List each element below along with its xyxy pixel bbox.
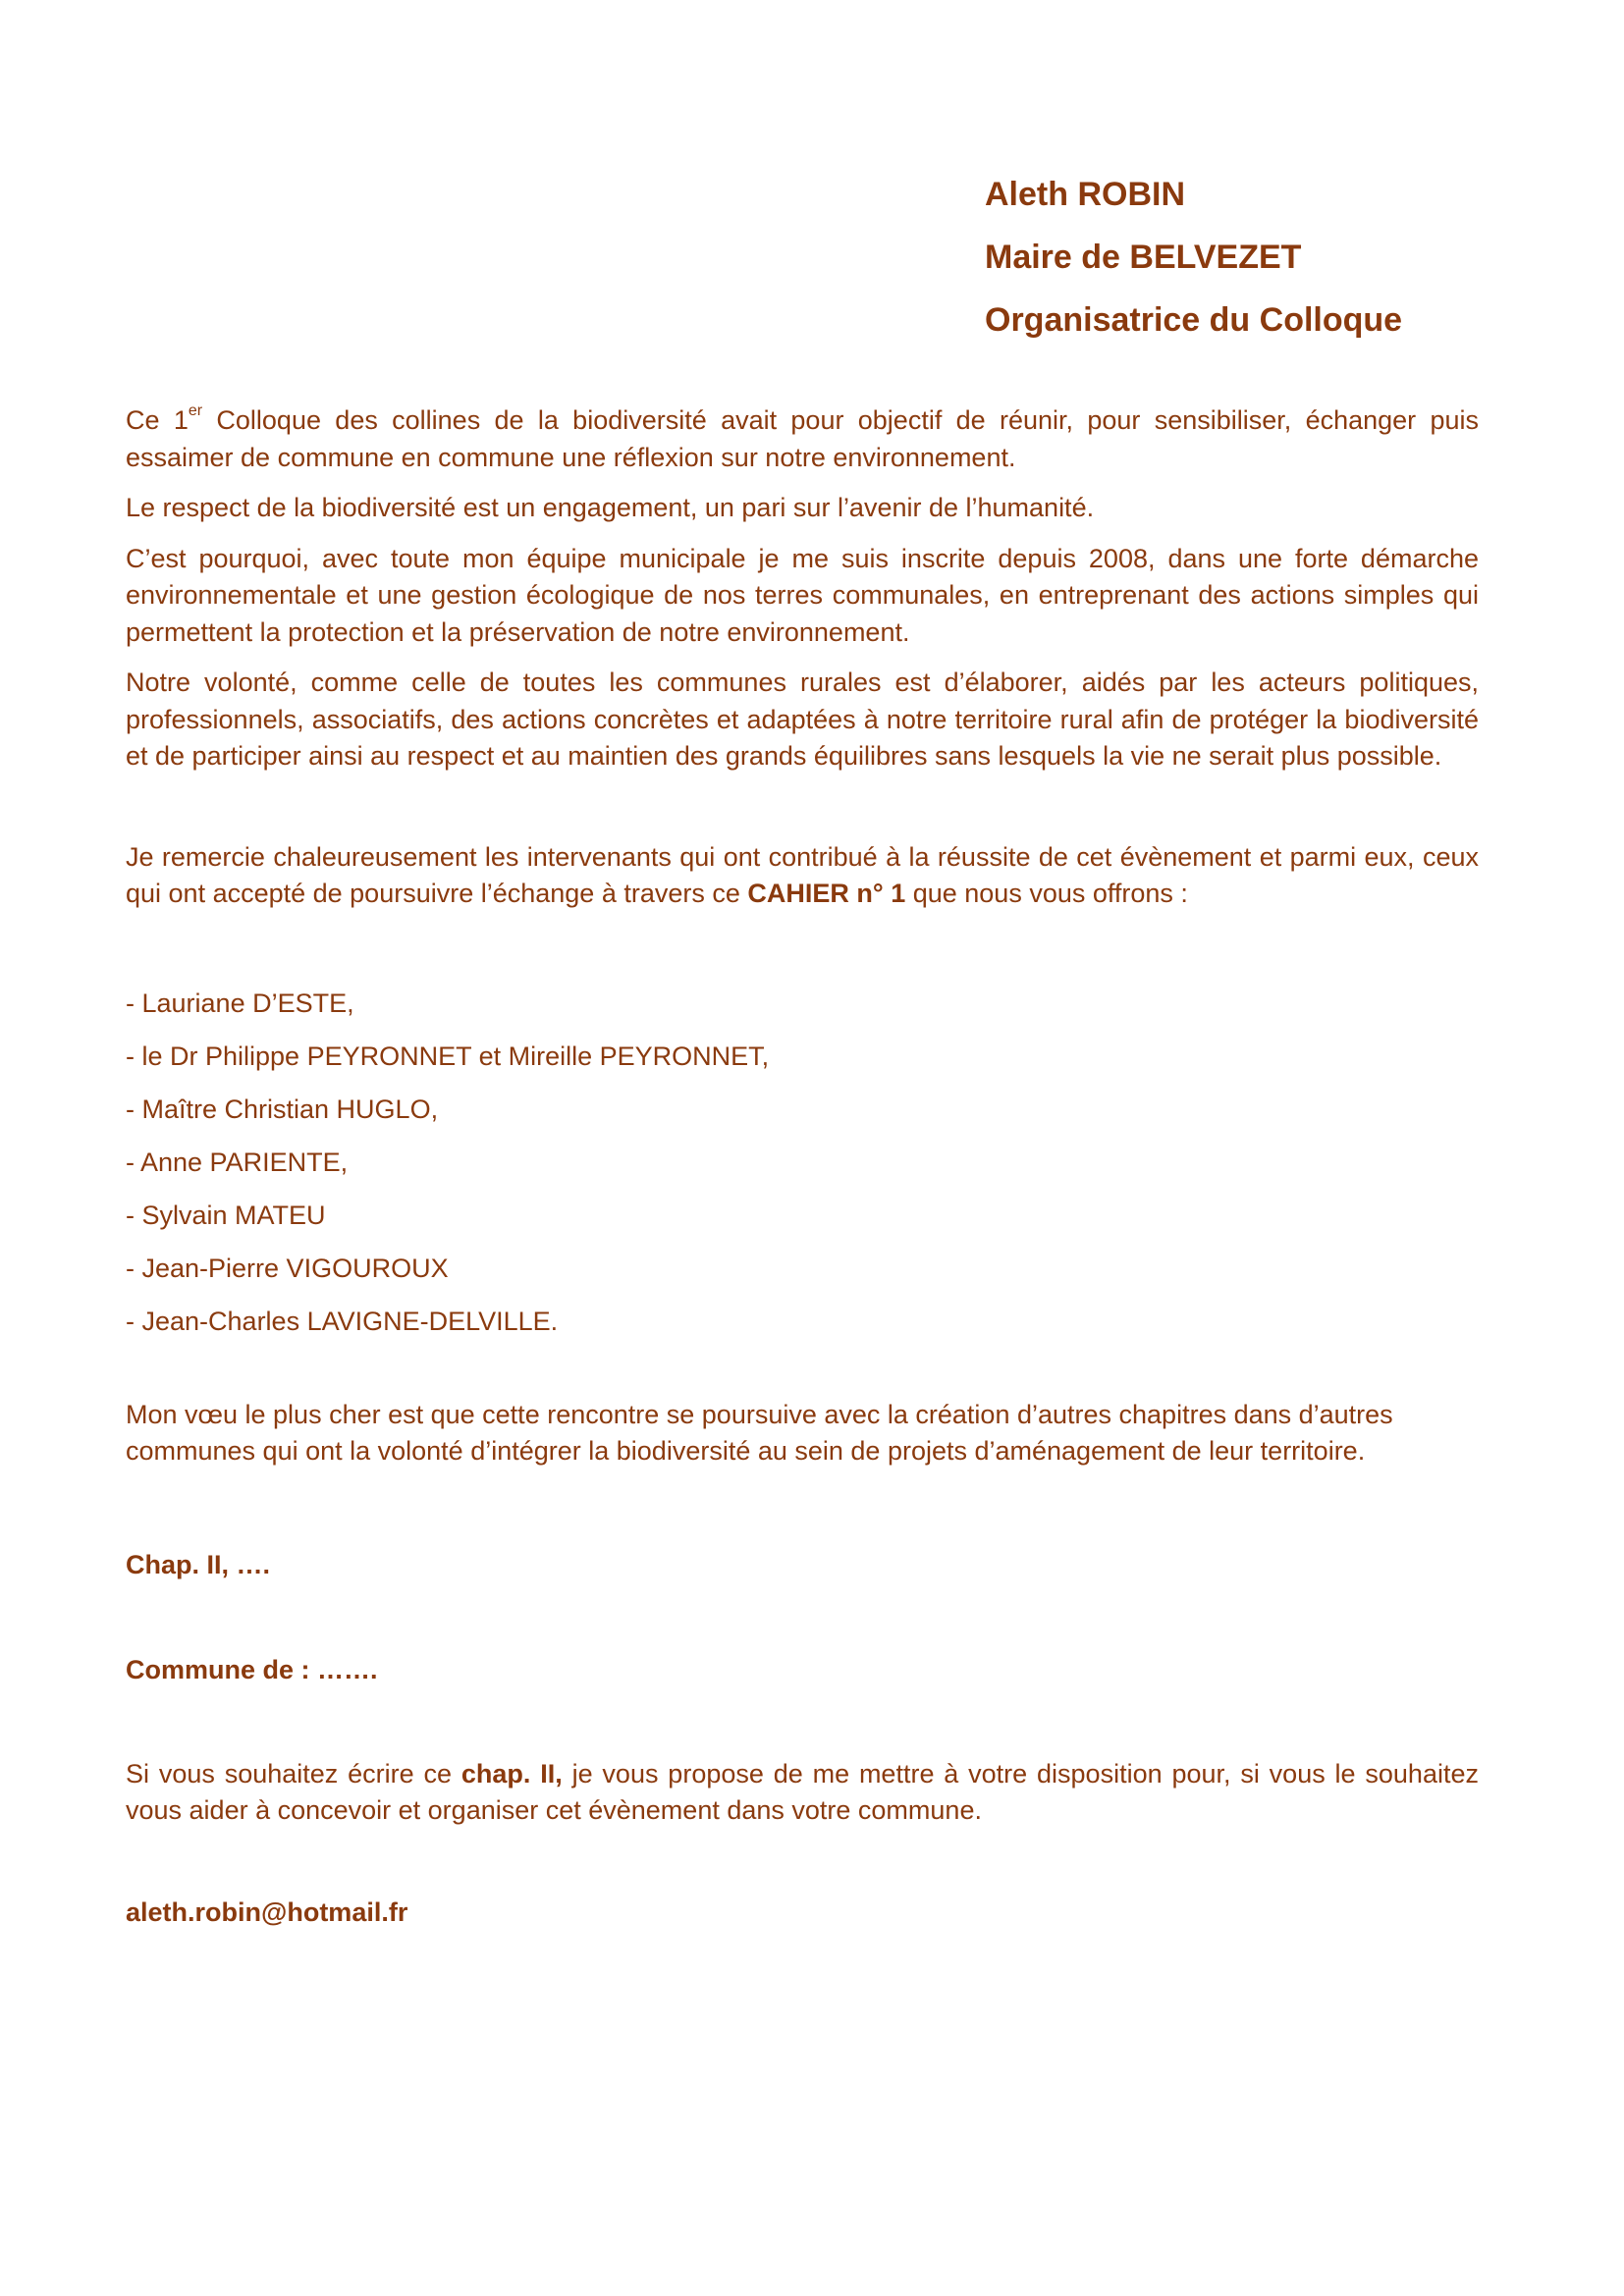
chapter-reference: chap. II, (460, 1758, 563, 1789)
list-item: - Sylvain MATEU (126, 1200, 326, 1230)
list-item: - Jean-Pierre VIGOUROUX (126, 1253, 449, 1283)
speakers-list (126, 977, 1479, 1348)
thanks-paragraph (126, 839, 1479, 913)
thanks-text-before: Je remercie chaleureusement les intervenants qui ont contribué à la réussite de cet évènement et parmi eux, ceux qui ont accepté de poursuivre l’échange à travers ce (126, 841, 1479, 908)
list-item: - le Dr Philippe PEYRONNET et Mireille PEYRONNET, (126, 1041, 770, 1071)
spacer (126, 927, 1479, 977)
thanks-text-after: que nous vous offrons : (905, 879, 1188, 908)
spacer (126, 1689, 1479, 1756)
list-item: - Lauriane D’ESTE, (126, 988, 354, 1018)
list-item: - Anne PARIENTE, (126, 1147, 349, 1177)
author-name: Aleth ROBIN (985, 176, 1185, 213)
author-function: Organisatrice du Colloque (985, 301, 1403, 339)
chapter-line: Chap. II, …. (126, 1549, 271, 1579)
spacer (126, 1348, 1479, 1397)
letter-body (126, 402, 1479, 1931)
ordinal-superscript: er (188, 402, 203, 419)
spacer (126, 1484, 1479, 1547)
intro-paragraph-3: C’est pourquoi, avec toute mon équipe municipale je me suis inscrite depuis 2008, dans une forte démarche environnementale et une gestion écologique de nos terres communales, en entreprenant des actions simples qui permettent la protection et la préservation de notre environnement. (126, 543, 1479, 647)
intro-paragraph-2: Le respect de la biodiversité est un engagement, un pari sur l’avenir de l’humanité. (126, 493, 1095, 522)
offer-text-before: Si vous souhaitez écrire ce (126, 1758, 461, 1789)
spacer (126, 789, 1479, 839)
wish-paragraph: Mon vœu le plus cher est que cette rencontre se poursuive avec la création d’autres chapitres dans d’autres communes qui ont la volonté d’intégrer la biodiversité au sein de projets d’aménagement de leur territoire. (126, 1399, 1393, 1466)
intro-paragraph-1 (126, 402, 1479, 476)
author-role: Maire de BELVEZET (985, 239, 1302, 276)
author-block (985, 163, 1535, 351)
contact-email[interactable]: aleth.robin@hotmail.fr (126, 1896, 408, 1927)
spacer (126, 1843, 1479, 1895)
list-item: - Jean-Charles LAVIGNE-DELVILLE. (126, 1306, 559, 1336)
intro-text-start: Ce 1 (126, 405, 189, 435)
intro-paragraph-4: Notre volonté, comme celle de toutes les communes rurales est d’élaborer, aidés par les acteurs politiques, professionnels, associatifs, des actions concrètes et adaptées à notre territoire rural afin de protéger la biodiversité et de participer ainsi au respect et au maintien des grands équilibres sans lesquels la vie ne serait plus possible. (126, 667, 1479, 771)
intro-text-rest: Colloque des collines de la biodiversité avait pour objectif de réunir, pour sensibiliser, échanger puis essaimer de commune en commune une réflexion sur notre environnement. (126, 405, 1479, 472)
spacer (126, 1583, 1479, 1652)
offer-text-after: je vous propose de me mettre à votre disposition pour, si vous le souhaitez vous aider à concevoir et organiser cet évènement dans votre commune. (126, 1758, 1479, 1825)
commune-line: Commune de : ……. (126, 1655, 378, 1684)
cahier-label: CAHIER n° 1 (747, 879, 906, 908)
offer-paragraph (126, 1756, 1479, 1830)
list-item: - Maître Christian HUGLO, (126, 1094, 439, 1124)
